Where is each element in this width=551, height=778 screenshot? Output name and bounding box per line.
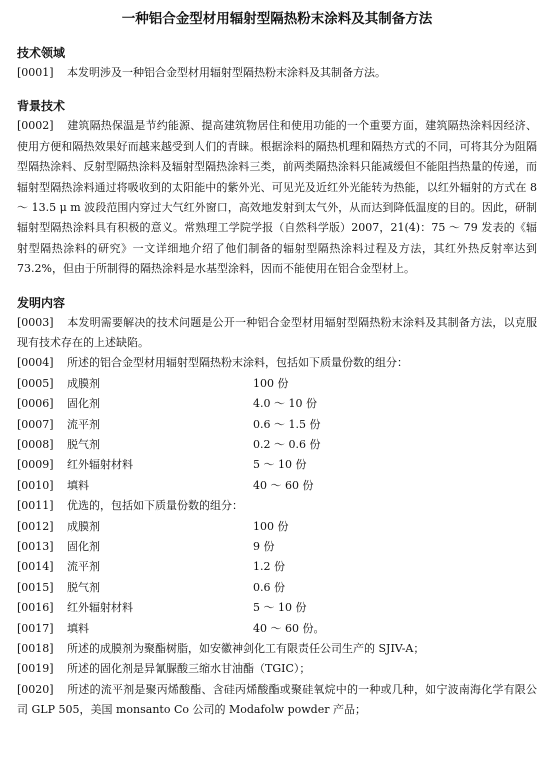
- paragraph-number: [0012]: [17, 519, 54, 533]
- paragraph-text: 建筑隔热保温是节约能源、提高建筑物居住和使用功能的一个重要方面，建筑隔热涂料因经济、使用方便和隔热效果好而越来越受到人们的青睐。根据涂料的隔热机理和隔热方式的不同，可将其分为阻隔型隔热涂料、反射型隔热涂料及辐射型隔热涂料三类，前两类隔热涂料只能减缓但不能阻挡热量的传递，而辐射型隔热涂料通过将吸收到的太阳能中的紫外光、可见光及近红外光能转为热能，以红外辐射的方式在 8 ～ 13.5 μ m 波段范围内穿过大气红外窗口，高效地发射到太气外，从而达到降低温度的目的。因此，研制辐射型隔热涂料具有积极的意义。常熟理工学院学报（自然科学版）2007，21(4)：75 ～ 79 发表的《辐射型隔热涂料的研究》一文详细地介绍了他们制备的辐射型隔热涂料过程及方法，其红外热反射率达到 73.2%，但由于所制得的隔热涂料是水基型涂料，因而不能使用在铝合金型材上。: [17, 119, 537, 276]
- paragraph-text: 所述的流平剂是聚丙烯酸酯、含硅丙烯酸酯或聚硅氧烷中的一种或几种，如宁波南海化学有限公司 GLP 505，美国 monsanto Co 公司的 Modafolw powder 产品；: [17, 682, 537, 717]
- component-name: 成膜剂: [67, 376, 100, 390]
- component-row: [17, 394, 537, 414]
- component-row: [17, 578, 537, 598]
- component-list-preferred: [17, 517, 537, 639]
- component-row: [17, 517, 537, 537]
- component-name: 红外辐射材料: [67, 601, 133, 615]
- paragraph-0003: [17, 313, 537, 354]
- paragraph-number: [0004]: [17, 356, 54, 370]
- component-amount: 40 ～ 60 份: [253, 478, 314, 492]
- section-heading-tech-field: 技术领域: [17, 46, 66, 60]
- component-row: [17, 435, 537, 455]
- component-row: [17, 598, 537, 618]
- paragraph-text: 所述的固化剂是异氰脲酸三缩水甘油酯（TGIC）；: [67, 662, 311, 676]
- paragraph-0018: [17, 639, 537, 659]
- component-row: [17, 557, 537, 577]
- paragraph-0020: [17, 680, 537, 721]
- component-list-general: [17, 374, 537, 496]
- paragraph-text: 本发明需要解决的技术问题是公开一种铝合金型材用辐射型隔热粉末涂料及其制备方法，以克服现有技术存在的上述缺陷。: [17, 315, 537, 350]
- paragraph-number: [0005]: [17, 376, 54, 390]
- component-amount: 5 ～ 10 份: [253, 458, 307, 472]
- component-amount: 5 ～ 10 份: [253, 601, 307, 615]
- component-amount: 0.6 ～ 1.5 份: [253, 417, 321, 431]
- component-row: [17, 476, 537, 496]
- component-amount: 4.0 ～ 10 份: [253, 397, 317, 411]
- paragraph-text: 优选的，包括如下质量份数的组分：: [67, 499, 243, 513]
- component-name: 填料: [67, 621, 89, 635]
- paragraph-number: [0013]: [17, 540, 54, 554]
- paragraph-number: [0008]: [17, 438, 54, 452]
- paragraph-number: [0019]: [17, 662, 54, 676]
- component-amount: 40 ～ 60 份。: [253, 621, 325, 635]
- component-row: [17, 415, 537, 435]
- component-row: [17, 455, 537, 475]
- paragraph-number: [0015]: [17, 580, 54, 594]
- paragraph-0004: [17, 353, 537, 373]
- section-heading-background: 背景技术: [17, 99, 66, 114]
- paragraph-number: [0003]: [17, 315, 54, 329]
- component-name: 固化剂: [67, 540, 100, 554]
- component-name: 固化剂: [67, 397, 100, 411]
- paragraph-number: [0007]: [17, 417, 54, 431]
- paragraph-text: 所述的铝合金型材用辐射型隔热粉末涂料，包括如下质量份数的组分：: [67, 356, 408, 370]
- paragraph-0002: [17, 116, 537, 279]
- component-row: [17, 374, 537, 394]
- paragraph-0001: [17, 63, 537, 83]
- component-amount: 0.6 份: [253, 580, 285, 594]
- component-amount: 1.2 份: [253, 560, 285, 574]
- paragraph-number: [0020]: [17, 682, 54, 696]
- paragraph-number: [0011]: [17, 499, 54, 513]
- component-amount: 9 份: [253, 540, 275, 554]
- component-amount: 100 份: [253, 376, 289, 390]
- component-amount: 100 份: [253, 519, 289, 533]
- paragraph-number: [0006]: [17, 397, 54, 411]
- component-name: 流平剂: [67, 560, 100, 574]
- paragraph-number: [0016]: [17, 601, 54, 615]
- component-row: [17, 619, 537, 639]
- paragraph-0011: [17, 496, 537, 516]
- component-name: 填料: [67, 478, 89, 492]
- component-amount: 0.2 ～ 0.6 份: [253, 438, 321, 452]
- paragraph-number: [0009]: [17, 458, 54, 472]
- paragraph-number: [0017]: [17, 621, 54, 635]
- paragraph-0019: [17, 659, 537, 679]
- paragraph-text: 本发明涉及一种铝合金型材用辐射型隔热粉末涂料及其制备方法。: [67, 66, 386, 79]
- paragraph-number: [0014]: [17, 560, 54, 574]
- section-heading-invention: 发明内容: [17, 295, 66, 310]
- paragraph-number: [0018]: [17, 641, 54, 655]
- document-title: 一种铝合金型材用辐射型隔热粉末涂料及其制备方法: [121, 11, 433, 27]
- paragraph-number: [0001]: [17, 66, 54, 79]
- paragraph-number: [0010]: [17, 478, 54, 492]
- component-name: 脱气剂: [67, 438, 100, 452]
- component-name: 成膜剂: [67, 519, 100, 533]
- paragraph-number: [0002]: [17, 119, 54, 133]
- component-row: [17, 537, 537, 557]
- component-name: 流平剂: [67, 417, 100, 431]
- paragraph-text: 所述的成膜剂为聚酯树脂，如安徽神剑化工有限责任公司生产的 SJIV-A；: [67, 641, 425, 655]
- component-name: 红外辐射材料: [67, 458, 133, 472]
- component-name: 脱气剂: [67, 580, 100, 594]
